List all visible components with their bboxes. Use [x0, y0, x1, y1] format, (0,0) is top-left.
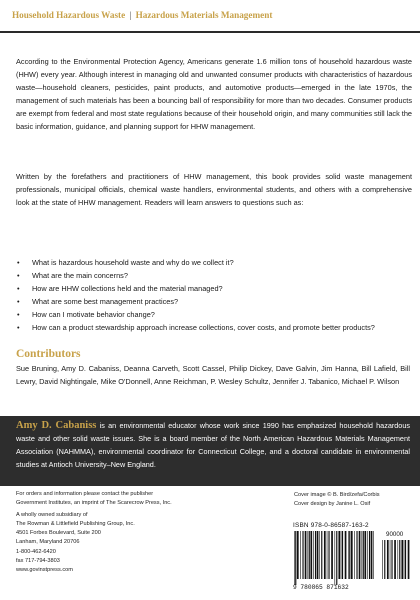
bullet-icon: • [17, 310, 20, 320]
contributors-list: Sue Bruning, Amy D. Cabaniss, Deanna Carveth, Scott Cassel, Philip Dickey, Dave Galvin, Jim Hanna, Bill Lafield, Bill Lewry, David Nightingale, Mike O'Donnell, Anne Reichman, P. Wesley Schultz, Jennifer J. Tabanico, Michael P. Wilson [16, 364, 410, 387]
publisher-line: Government Institutes, an imprint of The Scarecrow Press, Inc. [16, 500, 172, 507]
series-separator: | [129, 10, 132, 20]
author-bio [16, 419, 410, 471]
barcode-bars [293, 531, 377, 585]
question-item [16, 269, 412, 282]
description-paragraph-1: According to the Environmental Protection Agency, Americans generate 1.6 million tons of household hazardous waste (HHW) every year. Although interest in managing old and unwanted consumer products with characteristics of hazardous waste—household cleaners, pesticides, paint products, and automotive products—emerged in the late 1970s, the management of such materials has been a bouncing ball of responsibility for more than two decades. Consumer products are exempt from federal and most state regulations because of their household origin, and many communities still lack the basic information, guidance, and planning support for HHW management. [16, 57, 412, 132]
bullet-icon: • [17, 297, 20, 307]
question-text: How are HHW collections held and the material managed? [32, 284, 223, 294]
barcode-addon-bars [381, 540, 413, 585]
question-list [16, 256, 412, 335]
author-bio-text: is an environmental educator whose work since 1990 has emphasized household hazardous waste and other solid waste issues. She is a board member of the North American Hazardous Materials Management Association (NAHMMA), environmental coordinator for Connecticut College, and a doctoral candidate in environmental studies at Antioch University–New England. [16, 421, 410, 469]
description-paragraph-2: Written by the forefathers and practitioners of HHW management, this book provides solid waste management professionals, municipal officials, chemical waste handlers, environmental students, and others with a comprehensive look at the state of HHW management. Readers will learn answers to questions such as: [16, 172, 412, 208]
publisher-line: For orders and information please contact the publisher [16, 491, 154, 497]
barcode-addon-number: 90000 [386, 531, 404, 538]
publisher-line: A wholly owned subsidiary of [16, 512, 88, 519]
publisher-info [16, 490, 236, 575]
series-title [12, 10, 272, 20]
question-text: How can I motivate behavior change? [32, 310, 155, 320]
bullet-icon: • [17, 323, 20, 333]
bullet-icon: • [17, 258, 20, 267]
question-text: What are the main concerns? [32, 271, 128, 281]
question-text: What are some best management practices? [32, 297, 179, 307]
cover-image-credit: Cover image © B. Bird/zefa/Corbis [294, 492, 380, 498]
question-text: How can a product stewardship approach increase collections, cover costs, and promote better products? [32, 323, 375, 333]
cover-credits [294, 491, 380, 508]
author-name: Amy D. Cabaniss [16, 420, 97, 431]
publisher-line: 1-800-462-6420 [16, 548, 56, 555]
question-item [16, 321, 412, 334]
header-rule [0, 31, 420, 33]
isbn-label: ISBN 978-0-86587-163-2 [293, 522, 369, 529]
question-text: What is hazardous household waste and why do we collect it? [32, 258, 234, 267]
question-item [16, 256, 412, 269]
publisher-line: The Rowman & Littlefield Publishing Group, Inc. [16, 521, 135, 528]
publisher-line: 4501 Forbes Boulevard, Suite 200 [16, 530, 101, 537]
bullet-icon: • [17, 271, 20, 281]
bullet-icon: • [17, 284, 20, 294]
publisher-line: Lanham, Maryland 20706 [16, 539, 80, 546]
question-item [16, 295, 412, 308]
contributors-heading: Contributors [16, 348, 81, 360]
publisher-website: www.govinstpress.com [16, 566, 73, 573]
series-right: Hazardous Materials Management [135, 10, 273, 20]
series-left: Household Hazardous Waste [12, 10, 126, 20]
question-item [16, 282, 412, 295]
series-header [0, 0, 420, 32]
barcode-number: 9 780865 871632 [293, 584, 349, 591]
publisher-line: fax 717-794-3803 [16, 557, 60, 564]
isbn-barcode [293, 522, 415, 594]
question-item [16, 308, 412, 321]
cover-design-credit: Cover design by Janine L. Osif [294, 500, 371, 507]
